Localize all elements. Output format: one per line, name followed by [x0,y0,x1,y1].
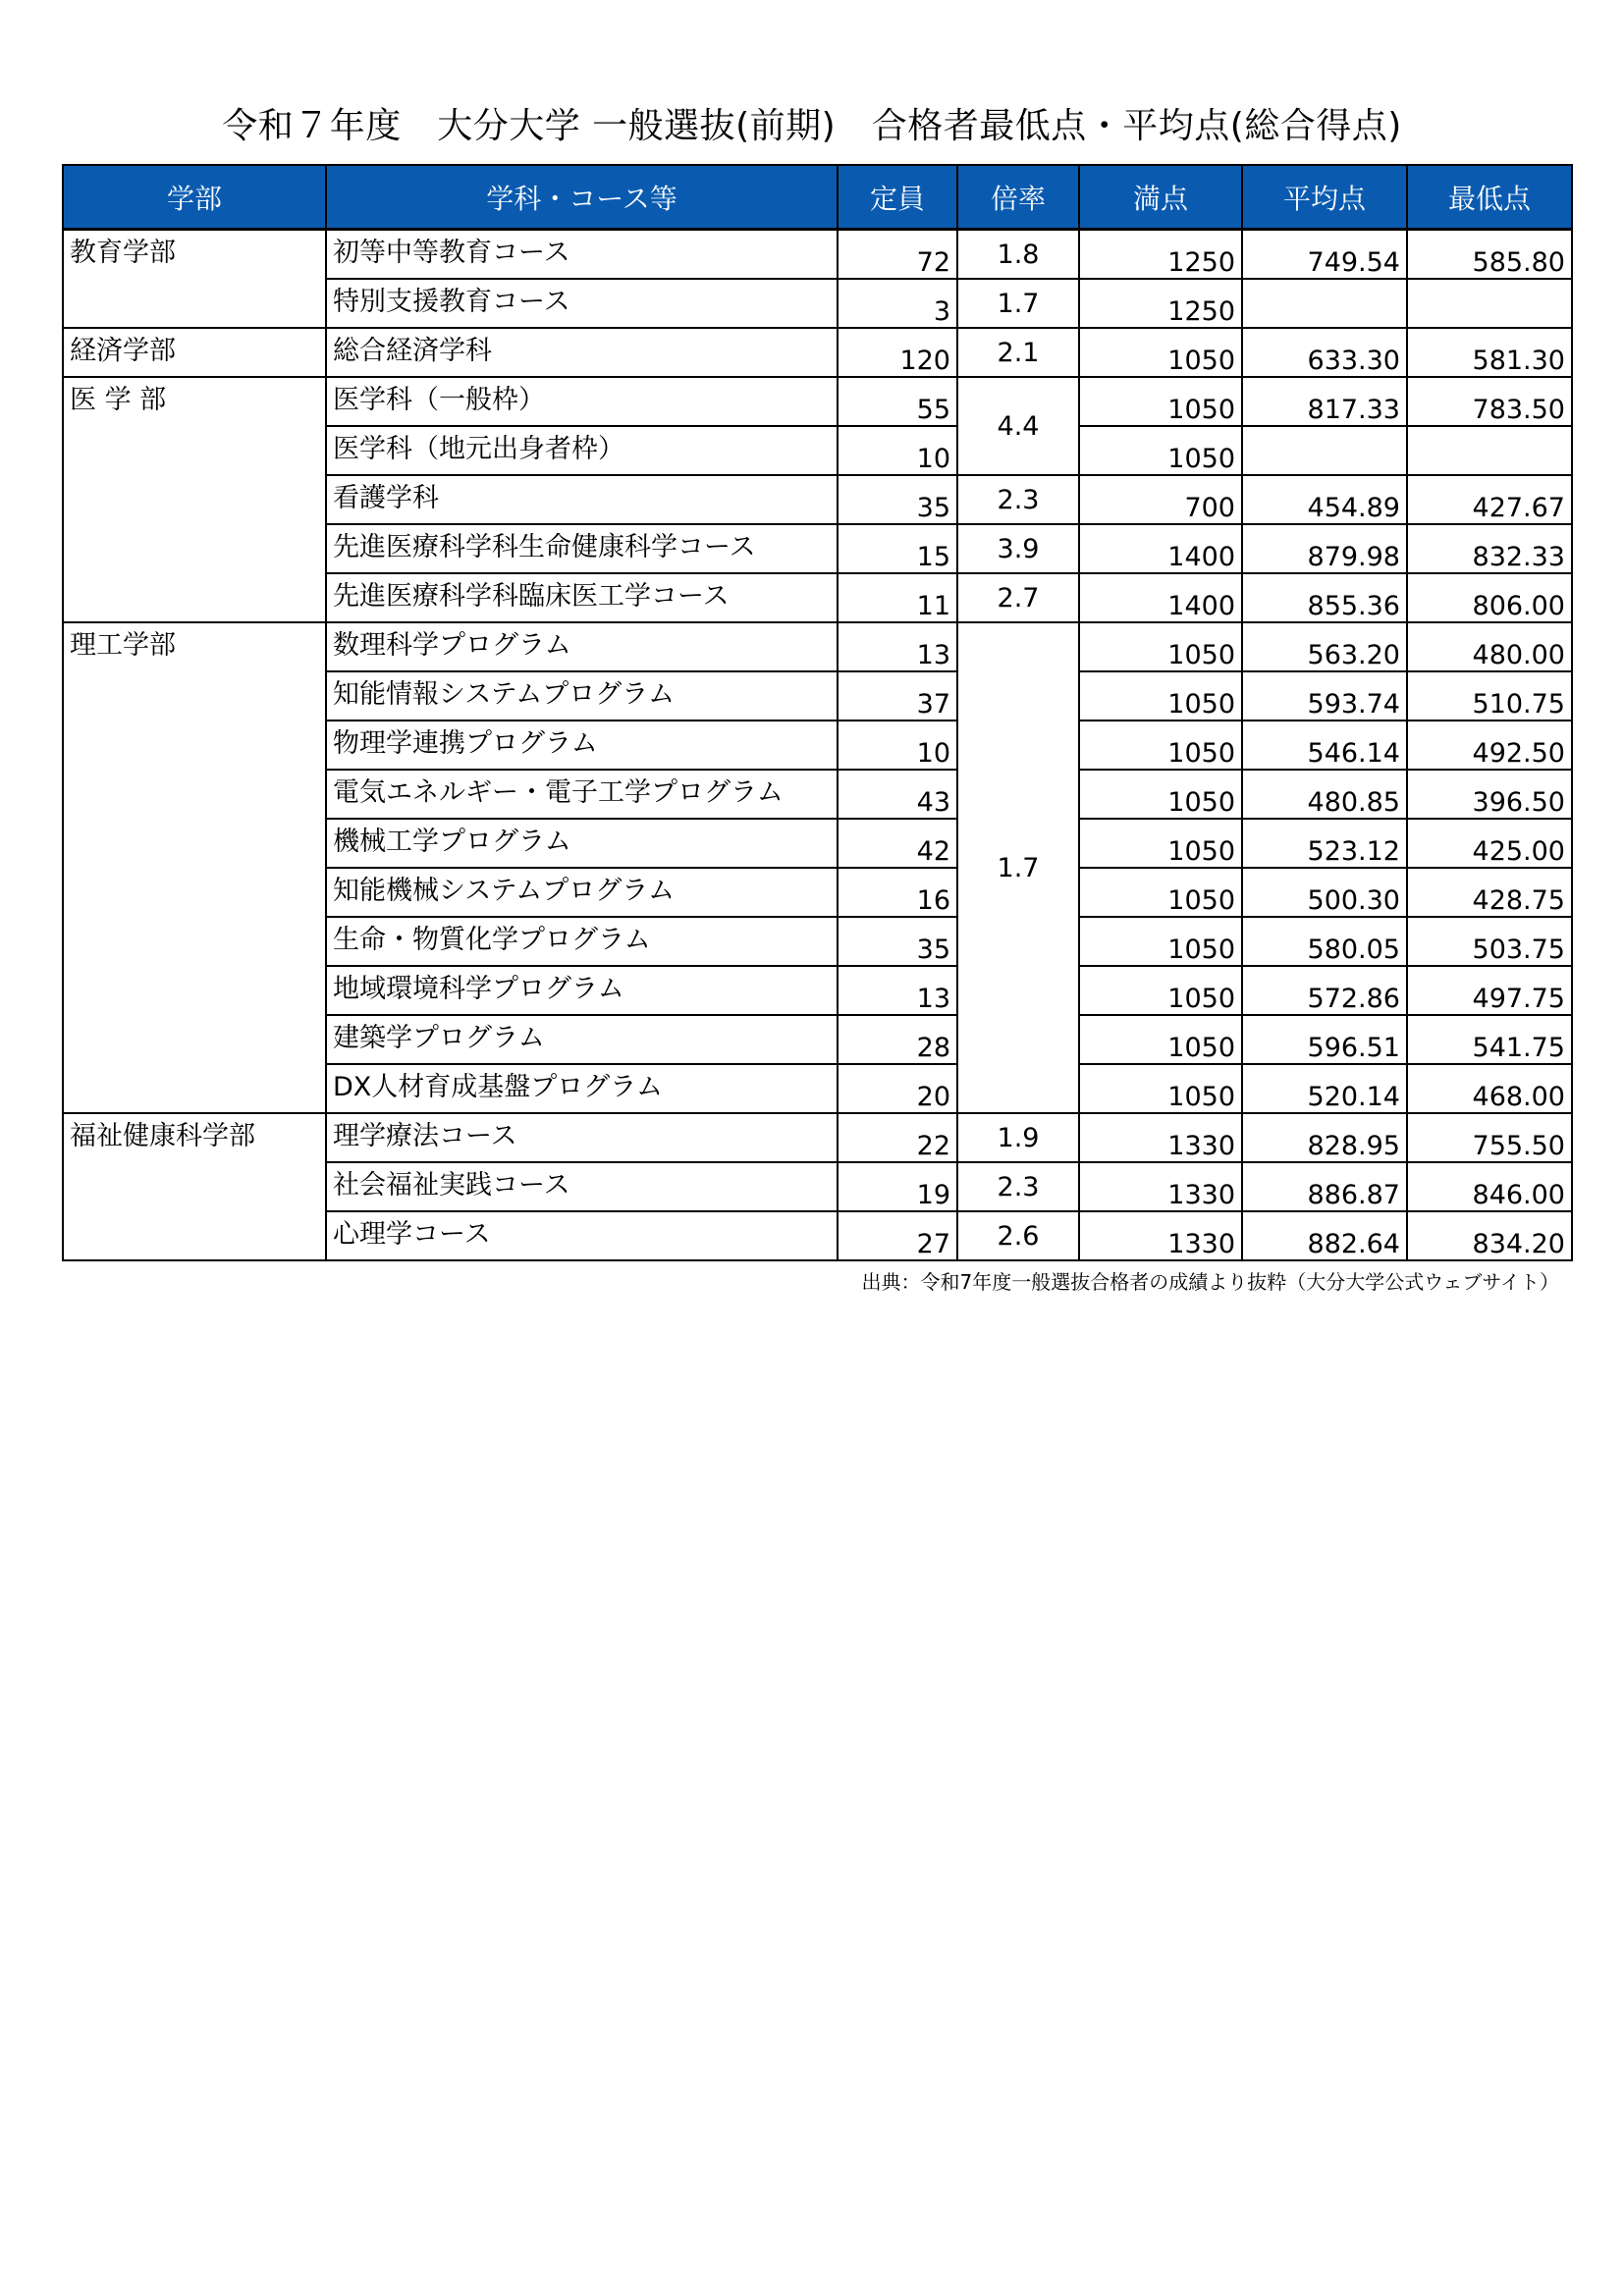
course-cell: 看護学科 [326,475,838,524]
full-score-cell: 1050 [1079,377,1242,426]
table-row [63,622,1572,671]
ratio-cell: 3.9 [957,524,1079,573]
faculty-cell: 医 学 部 [63,377,326,622]
minimum-cell: 396.50 [1407,770,1572,819]
course-cell: 特別支援教育コース [326,279,838,328]
minimum-cell: 497.75 [1407,966,1572,1015]
course-cell: 総合経済学科 [326,328,838,377]
full-score-cell: 1400 [1079,524,1242,573]
capacity-cell: 120 [838,328,957,377]
course-cell: 知能機械システムプログラム [326,868,838,917]
average-cell: 749.54 [1242,230,1407,280]
capacity-cell: 27 [838,1211,957,1260]
full-score-cell: 1050 [1079,721,1242,770]
full-score-cell: 1050 [1079,1015,1242,1064]
course-cell: 電気エネルギー・電子工学プログラム [326,770,838,819]
minimum-cell: 541.75 [1407,1015,1572,1064]
source-note: 出典：令和7年度一般選抜合格者の成績より抜粋（大分大学公式ウェブサイト） [861,1270,1559,1294]
full-score-cell: 1050 [1079,426,1242,475]
capacity-cell: 3 [838,279,957,328]
average-cell: 886.87 [1242,1162,1407,1211]
minimum-cell: 427.67 [1407,475,1572,524]
header-capacity: 定員 [838,165,957,230]
course-cell: 初等中等教育コース [326,230,838,280]
full-score-cell: 700 [1079,475,1242,524]
ratio-cell: 2.1 [957,328,1079,377]
ratio-cell: 1.7 [957,279,1079,328]
faculty-cell: 教育学部 [63,230,326,329]
capacity-cell: 19 [838,1162,957,1211]
full-score-cell: 1050 [1079,819,1242,868]
ratio-cell: 4.4 [957,377,1079,475]
faculty-cell: 理工学部 [63,622,326,1113]
minimum-cell: 468.00 [1407,1064,1572,1113]
capacity-cell: 35 [838,475,957,524]
capacity-cell: 37 [838,671,957,721]
page-title: 令和７年度 大分大学 一般選抜(前期) 合格者最低点・平均点(総合得点) [222,106,1402,146]
capacity-cell: 15 [838,524,957,573]
ratio-cell: 2.3 [957,1162,1079,1211]
average-cell [1242,426,1407,475]
average-cell: 855.36 [1242,573,1407,622]
minimum-cell: 585.80 [1407,230,1572,280]
capacity-cell: 43 [838,770,957,819]
minimum-cell [1407,279,1572,328]
capacity-cell: 11 [838,573,957,622]
course-cell: 地域環境科学プログラム [326,966,838,1015]
capacity-cell: 13 [838,622,957,671]
capacity-cell: 10 [838,721,957,770]
ratio-cell: 2.6 [957,1211,1079,1260]
header-average: 平均点 [1242,165,1407,230]
full-score-cell: 1050 [1079,966,1242,1015]
minimum-cell: 480.00 [1407,622,1572,671]
full-score-cell: 1050 [1079,1064,1242,1113]
average-cell: 879.98 [1242,524,1407,573]
full-score-cell: 1250 [1079,279,1242,328]
capacity-cell: 16 [838,868,957,917]
minimum-cell: 428.75 [1407,868,1572,917]
header-minimum: 最低点 [1407,165,1572,230]
ratio-cell: 1.8 [957,230,1079,280]
average-cell: 882.64 [1242,1211,1407,1260]
course-cell: 心理学コース [326,1211,838,1260]
average-cell: 454.89 [1242,475,1407,524]
full-score-cell: 1400 [1079,573,1242,622]
full-score-cell: 1050 [1079,622,1242,671]
capacity-cell: 20 [838,1064,957,1113]
course-cell: 機械工学プログラム [326,819,838,868]
average-cell: 572.86 [1242,966,1407,1015]
average-cell: 523.12 [1242,819,1407,868]
ratio-cell: 1.9 [957,1113,1079,1162]
capacity-cell: 55 [838,377,957,426]
table-row [63,377,1572,426]
average-cell: 563.20 [1242,622,1407,671]
average-cell: 633.30 [1242,328,1407,377]
course-cell: 医学科（一般枠） [326,377,838,426]
minimum-cell: 425.00 [1407,819,1572,868]
header-faculty: 学部 [63,165,326,230]
capacity-cell: 22 [838,1113,957,1162]
course-cell: 理学療法コース [326,1113,838,1162]
minimum-cell [1407,426,1572,475]
full-score-cell: 1050 [1079,671,1242,721]
table-header-row [63,165,1572,230]
course-cell: 医学科（地元出身者枠） [326,426,838,475]
table-row [63,1113,1572,1162]
average-cell [1242,279,1407,328]
course-cell: 建築学プログラム [326,1015,838,1064]
full-score-cell: 1330 [1079,1113,1242,1162]
minimum-cell: 846.00 [1407,1162,1572,1211]
capacity-cell: 10 [838,426,957,475]
average-cell: 480.85 [1242,770,1407,819]
capacity-cell: 35 [838,917,957,966]
minimum-cell: 806.00 [1407,573,1572,622]
faculty-cell: 経済学部 [63,328,326,377]
course-cell: 知能情報システムプログラム [326,671,838,721]
full-score-cell: 1050 [1079,917,1242,966]
header-course: 学科・コース等 [326,165,838,230]
course-cell: DX人材育成基盤プログラム [326,1064,838,1113]
full-score-cell: 1050 [1079,328,1242,377]
minimum-cell: 503.75 [1407,917,1572,966]
capacity-cell: 72 [838,230,957,280]
full-score-cell: 1050 [1079,868,1242,917]
ratio-cell: 2.3 [957,475,1079,524]
course-cell: 先進医療科学科臨床医工学コース [326,573,838,622]
table-row [63,230,1572,280]
full-score-cell: 1050 [1079,770,1242,819]
average-cell: 520.14 [1242,1064,1407,1113]
minimum-cell: 832.33 [1407,524,1572,573]
header-ratio: 倍率 [957,165,1079,230]
header-full-score: 満点 [1079,165,1242,230]
full-score-cell: 1330 [1079,1162,1242,1211]
minimum-cell: 510.75 [1407,671,1572,721]
average-cell: 596.51 [1242,1015,1407,1064]
full-score-cell: 1330 [1079,1211,1242,1260]
course-cell: 生命・物質化学プログラム [326,917,838,966]
table-row [63,328,1572,377]
minimum-cell: 581.30 [1407,328,1572,377]
capacity-cell: 13 [838,966,957,1015]
average-cell: 580.05 [1242,917,1407,966]
full-score-cell: 1250 [1079,230,1242,280]
capacity-cell: 28 [838,1015,957,1064]
minimum-cell: 834.20 [1407,1211,1572,1260]
minimum-cell: 755.50 [1407,1113,1572,1162]
course-cell: 先進医療科学科生命健康科学コース [326,524,838,573]
ratio-cell: 1.7 [957,622,1079,1113]
average-cell: 593.74 [1242,671,1407,721]
average-cell: 500.30 [1242,868,1407,917]
course-cell: 数理科学プログラム [326,622,838,671]
course-cell: 物理学連携プログラム [326,721,838,770]
minimum-cell: 783.50 [1407,377,1572,426]
minimum-cell: 492.50 [1407,721,1572,770]
average-cell: 546.14 [1242,721,1407,770]
ratio-cell: 2.7 [957,573,1079,622]
average-cell: 817.33 [1242,377,1407,426]
faculty-cell: 福祉健康科学部 [63,1113,326,1260]
capacity-cell: 42 [838,819,957,868]
average-cell: 828.95 [1242,1113,1407,1162]
results-table [62,164,1573,1261]
course-cell: 社会福祉実践コース [326,1162,838,1211]
